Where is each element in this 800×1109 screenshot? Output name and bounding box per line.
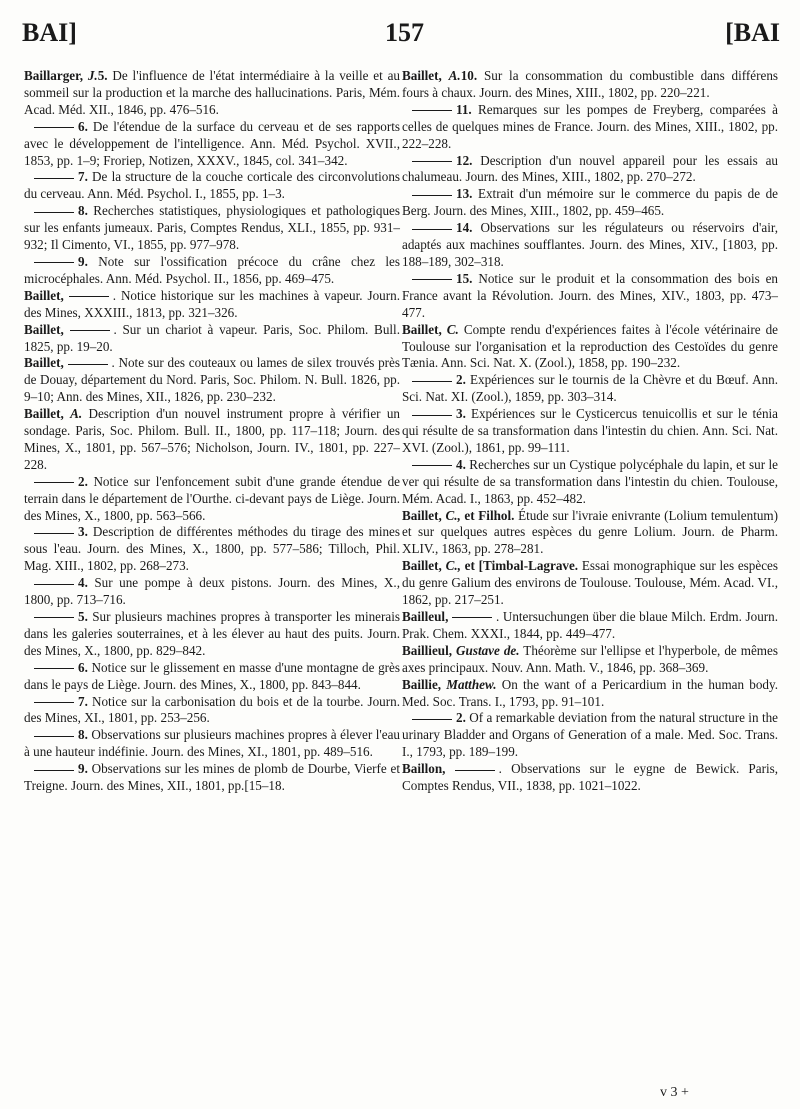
right-column <box>402 68 778 795</box>
bib-entry <box>24 761 400 795</box>
ditto-dash <box>34 584 74 585</box>
author-given-name: Gustave de. <box>456 642 520 658</box>
entry-text: Notice sur le produit et la consommation des bois en France avant la Révolution. Journ. des Mines, XIV., 1803, pp. 473–477. <box>402 270 778 320</box>
ditto-dash <box>34 736 74 737</box>
entry-text: . Untersuchungen über die blaue Milch. Erdm. Journ. Prak. Chem. XXXI., 1844, pp. 449–477. <box>402 609 779 641</box>
page-header <box>0 18 800 58</box>
entry-text: Sur plusieurs machines propres à transporter les minerais dans les galeries souterraines, et à les élever au haut des puits. Journ. des Mines, X., 1800, pp. 829–842. <box>24 609 400 658</box>
entry-text: Essai monographique sur les espèces du genre Galium des environs de Toulouse. Toulouse, Mém. Acad. VI., 1862, pp. 217–251. <box>402 558 778 608</box>
author-given-name: A. <box>448 68 461 83</box>
entry-number: 2. <box>456 372 466 388</box>
ditto-dash <box>34 178 74 179</box>
bib-entry <box>402 508 778 559</box>
entry-number: 4. <box>78 575 88 591</box>
entry-text: Recherches sur un Cystique polycéphale du lapin, et sur le ver qui résulte de sa transformation dans l'intestin du chien. Toulouse, Mém. Acad. I., 1863, pp. 452–482. <box>402 456 778 506</box>
name-dash <box>69 296 109 297</box>
entry-number: 14. <box>456 220 473 236</box>
entry-text: Extrait d'un mémoire sur le commerce du papis de de Berg. Journ. des Mines, XIII., 1802, pp. 459–465. <box>402 186 778 219</box>
author-name: Baillon, <box>402 761 455 777</box>
entry-number: 15. <box>456 270 473 286</box>
entry-number: 4. <box>456 456 466 472</box>
entry-text: Notice sur le glissement en masse d'une montagne de grès dans le pays de Liège. Journ. des Mines, X., 1800, pp. 843–844. <box>24 659 400 692</box>
bib-entry <box>402 457 778 508</box>
author-name: Baillet, <box>402 321 447 337</box>
entry-number: 3. <box>456 406 466 422</box>
bib-entry <box>402 710 778 761</box>
author-name: Baillet, <box>402 68 449 83</box>
entry-number: 5. <box>78 609 88 624</box>
entry-number: 5. <box>97 68 108 83</box>
entry-text: De l'influence de l'état intermédiaire à la veille et au sommeil sur la production et la marche des hallucinations. Paris, Mém. Acad. Méd. XII., 1846, pp. 476–516. <box>24 68 400 117</box>
entry-number: 13. <box>456 186 473 202</box>
ditto-dash <box>412 279 452 280</box>
ditto-dash <box>34 482 74 483</box>
bib-entry <box>402 406 778 457</box>
bib-entry <box>24 203 400 254</box>
bib-entry <box>402 609 778 643</box>
ditto-dash <box>412 229 452 230</box>
bib-entry <box>24 254 400 288</box>
name-dash <box>452 617 492 618</box>
bib-entry <box>402 322 778 373</box>
page-number: 157 <box>385 18 424 47</box>
entry-text: Remarques sur les pompes de Freyberg, comparées à celles de quelques mines de France. Journ. des Mines, XIII., 1802, pp. 222–228. <box>402 101 778 151</box>
entry-text: Sur la consommation du combustible dans différens fours à chaux. Journ. des Mines, XIII., 1802, pp. 220–221. <box>402 68 778 100</box>
author-given-name: A. <box>70 406 83 422</box>
entry-number: 10. <box>460 68 478 83</box>
entry-number: 6. <box>78 118 88 134</box>
entry-number: 9. <box>78 761 88 777</box>
entry-text: . Sur un chariot à vapeur. Paris, Soc. Philom. Bull. 1825, pp. 19–20. <box>24 321 400 354</box>
ditto-dash <box>34 212 74 213</box>
entry-text: De l'étendue de la surface du cerveau et de ses rapports avec le développement de l'intelligence. Ann. Méd. Psychol. XVII., 1853, pp. 1–9; Froriep, Notizen, XXXV., 1845, col. 341–342. <box>24 118 400 168</box>
entry-number: 8. <box>78 727 88 743</box>
ditto-dash <box>34 702 74 703</box>
ditto-dash <box>412 415 452 416</box>
author-name: Baillet, <box>24 355 68 371</box>
author-name: Bailleul, <box>402 609 452 624</box>
ditto-dash <box>412 161 452 162</box>
entry-text: . Observations sur le eygne de Bewick. Paris, Comptes Rendus, VII., 1838, pp. 1021–1022. <box>402 761 778 794</box>
bib-entry <box>24 609 400 660</box>
author-given-name: C., <box>445 507 461 523</box>
author-given-name: Matthew. <box>446 676 497 692</box>
bib-entry <box>24 694 400 728</box>
ditto-dash <box>34 617 74 618</box>
entry-number: 9. <box>78 253 88 269</box>
bib-entry <box>24 355 400 406</box>
author-name: Baillet, <box>24 406 71 422</box>
entry-text: Observations sur plusieurs machines propres à élever l'eau à une hauteur indéfinie. Journ. des Mines, XI., 1801, pp. 489–516. <box>24 727 400 760</box>
entry-text: On the want of a Pericardium in the human body. Med. Soc. Trans. I., 1793, pp. 91–101. <box>402 676 778 709</box>
author-given-name: C., <box>445 558 461 574</box>
entry-text: Note sur l'ossification précoce du crâne chez les microcéphales. Ann. Méd. Psychol. II., 1856, pp. 469–475. <box>24 253 400 286</box>
entry-number: 8. <box>78 203 88 219</box>
bib-entry <box>24 660 400 694</box>
ditto-dash <box>412 465 452 466</box>
entry-text: Observations sur les régulateurs ou réservoirs d'air, adaptés aux machines soufflantes. Journ. des Mines, XIV., [1803, pp. 188–189, 302–318. <box>402 220 778 269</box>
bib-entry <box>24 406 400 474</box>
entry-text: Théorème sur l'ellipse et l'hyperbole, de mêmes axes principaux. Nouv. Ann. Math. V., 1846, pp. 368–369. <box>402 642 778 675</box>
entry-text: Sur une pompe à deux pistons. Journ. des Mines, X., 1800, pp. 713–716. <box>24 575 400 608</box>
bib-entry <box>24 727 400 761</box>
signature-mark: v 3 + <box>660 1085 689 1100</box>
name-dash <box>455 770 495 771</box>
entry-number: 7. <box>78 693 88 709</box>
entry-text: De la structure de la couche corticale des circonvolutions du cerveau. Ann. Méd. Psychol. I., 1855, pp. 1–3. <box>24 169 400 202</box>
ditto-dash <box>34 533 74 534</box>
entry-text: Compte rendu d'expériences faites à l'école vétérinaire de Toulouse sur l'organisation et la reproduction des Cestoïdes du genre Tænia. Ann. Sci. Nat. X. (Zool.), 1858, pp. 190–232. <box>402 321 778 371</box>
name-dash <box>70 330 110 331</box>
entry-number: 3. <box>78 524 88 540</box>
ditto-dash <box>412 195 452 196</box>
entry-text: Expériences sur le Cysticercus tenuicollis et sur le ténia qui résulte de sa transformation dans l'intestin du chien. Ann. Sci. Nat. XVI. (Zool.), 1861, pp. 99–111. <box>402 406 778 455</box>
bib-entry <box>24 474 400 525</box>
bib-entry <box>402 102 778 153</box>
left-column <box>24 68 400 795</box>
ditto-dash <box>34 770 74 771</box>
author-name: Baillet, <box>24 321 70 337</box>
entry-number: 6. <box>78 659 88 675</box>
bib-entry <box>402 186 778 220</box>
author-given-name: C. <box>446 321 459 337</box>
bib-entry <box>402 220 778 271</box>
entry-text: Recherches statistiques, physiologiques et pathologiques sur les enfants jumeaux. Paris, Comptes Rendus, XLI., 1855, pp. 931–932; Il Cimento, VI., 1855, pp. 977–978. <box>24 203 400 253</box>
entry-text: Observations sur les mines de plomb de Dourbe, Vierfe et Treigne. Journ. des Mines, XII., 1801, pp.[15–18. <box>24 761 400 794</box>
bib-entry <box>24 169 400 203</box>
bib-entry <box>402 677 778 711</box>
bib-entry <box>24 119 400 170</box>
entry-text: Expériences sur le tournis de la Chèvre et du Bœuf. Ann. Sci. Nat. XI. (Zool.), 1859, pp. 303–314. <box>402 372 778 405</box>
bib-entry <box>402 558 778 609</box>
entry-text: Notice sur la carbonisation du bois et de la tourbe. Journ. des Mines, XI., 1801, pp. 253–256. <box>24 693 400 726</box>
name-dash <box>68 364 108 365</box>
co-author: et [Timbal-Lagrave. <box>460 558 579 574</box>
bib-entry <box>402 153 778 187</box>
bib-entry <box>402 643 778 677</box>
bib-entry <box>402 761 778 795</box>
bib-entry <box>24 322 400 356</box>
author-name: Baillet, <box>402 558 446 574</box>
entry-number: 2. <box>456 710 466 726</box>
author-name: Baillie, <box>402 676 447 692</box>
entry-text: . Notice historique sur les machines à vapeur. Journ. des Mines, XXXIII., 1813, pp. 321–326. <box>24 287 400 320</box>
ditto-dash <box>34 127 74 128</box>
bib-entry <box>402 271 778 322</box>
author-name: Baillieul, <box>402 642 457 658</box>
author-name: Baillarger, <box>24 68 88 83</box>
bib-entry <box>24 575 400 609</box>
entry-number: 7. <box>78 169 88 185</box>
ditto-dash <box>412 719 452 720</box>
author-given-name: J. <box>87 68 98 83</box>
entry-text: Notice sur l'enfoncement subit d'une grande étendue de terrain dans le département de l'Ourthe. ci-devant pays de Liège. Journ. des Mines, X., 1800, pp. 563–566. <box>24 473 400 523</box>
ditto-dash <box>412 110 452 111</box>
header-left: BAI] <box>22 18 77 47</box>
entry-text: Of a remarkable deviation from the natural structure in the urinary Bladder and Organs of Generation of a male. Med. Soc. Trans. I., 1793, pp. 189–199. <box>402 710 778 760</box>
entry-text: Description de différentes méthodes du tirage des mines sous l'eau. Journ. des Mines, X., 1800, pp. 577–586; Tilloch, Phil. Mag. XIII., 1802, pp. 268–273. <box>24 524 400 574</box>
entry-text: . Note sur des couteaux ou lames de silex trouvés près de Douay, département du Nord. Paris, Soc. Philom. N. Bull. 1826, pp. 9–10; Ann. des Mines, XII., 1826, pp. 230–232. <box>24 355 400 405</box>
author-name: Baillet, <box>402 507 446 523</box>
bib-entry <box>24 288 400 322</box>
header-right: [BAI <box>725 18 780 47</box>
bib-entry <box>24 68 400 119</box>
bib-entry <box>402 68 778 102</box>
entry-text: Description d'un nouvel appareil pour les essais au chalumeau. Journ. des Mines, XIII., 1802, pp. 270–272. <box>402 152 778 185</box>
ditto-dash <box>34 262 74 263</box>
author-name: Baillet, <box>24 287 69 303</box>
ditto-dash <box>412 381 452 382</box>
entry-text: Étude sur l'ivraie enivrante (Lolium temulentum) et sur quelques autres espèces du genre Lolium. Journ. de Pharm. XLIV., 1863, pp. 278–281. <box>402 507 779 557</box>
ditto-dash <box>34 668 74 669</box>
entry-text: Description d'un nouvel instrument propre à vérifier un sondage. Paris, Soc. Philom. Bull. II., 1800, pp. 117–118; Journ. des Mines, X., 1801, pp. 567–576; Nicholson, Journ. IV., 1801, pp. 227–228. <box>24 406 400 472</box>
bib-entry <box>402 372 778 406</box>
entry-number: 2. <box>78 473 88 489</box>
bib-entry <box>24 524 400 575</box>
entry-number: 11. <box>456 101 472 117</box>
entry-number: 12. <box>456 152 473 168</box>
co-author: et Filhol. <box>460 507 515 523</box>
